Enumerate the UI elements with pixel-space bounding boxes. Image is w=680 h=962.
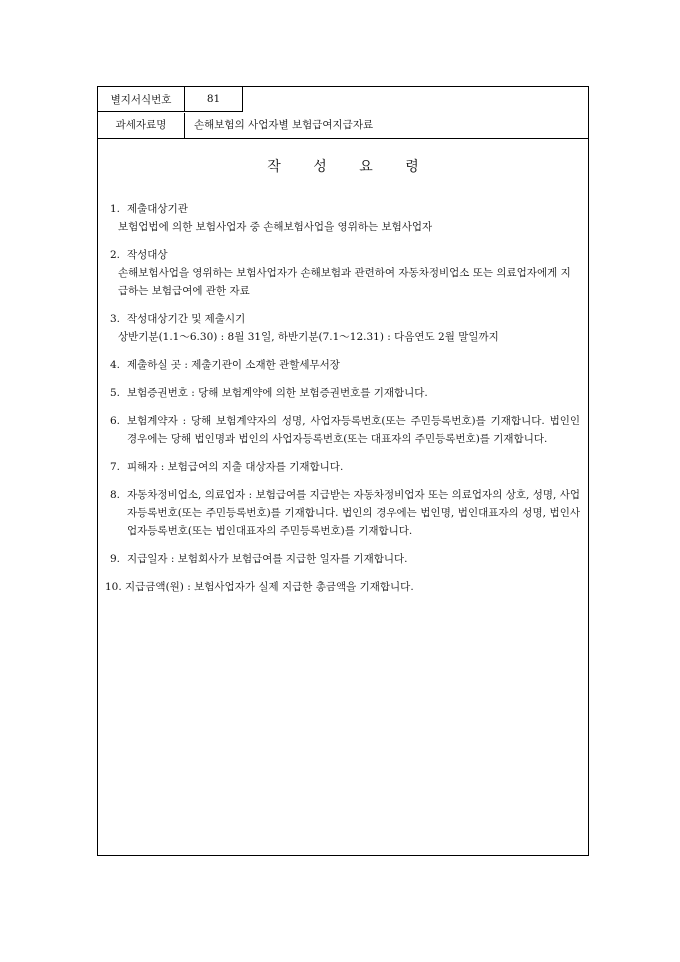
instruction-item-4 bbox=[110, 356, 580, 374]
item-number: 2. bbox=[110, 249, 121, 261]
item-heading: 제출대상기관 bbox=[127, 203, 188, 215]
item-body: 상반기분(1.1～6.30) : 8월 31일, 하반기분(7.1～12.31) : 다음연도 2월 말일까지 bbox=[118, 331, 499, 343]
item-text: 제출하실 곳 : 제출기관이 소재한 관할세무서장 bbox=[127, 359, 340, 371]
item-heading: 작성대상기간 및 제출시기 bbox=[127, 313, 246, 325]
item-number: 4. bbox=[110, 359, 121, 371]
item-number: 7. bbox=[110, 461, 121, 473]
form-number-value: 81 bbox=[185, 87, 243, 112]
instruction-item-6 bbox=[110, 412, 580, 448]
instruction-item-3 bbox=[110, 310, 580, 346]
instructions-body bbox=[98, 139, 588, 606]
instruction-item-1 bbox=[110, 200, 580, 236]
item-heading: 작성대상 bbox=[127, 249, 168, 261]
instruction-item-10 bbox=[105, 578, 580, 596]
instruction-item-2 bbox=[110, 246, 580, 300]
instruction-item-7 bbox=[110, 458, 580, 476]
item-body: 보험업법에 의한 보험사업자 중 손해보험사업을 영위하는 보험사업자 bbox=[118, 221, 433, 233]
category-label: 과세자료명 bbox=[98, 113, 185, 138]
item-text: 보험계약자 : 당해 보험계약자의 성명, 사업자등록번호(또는 주민등록번호)를 기재합니다. 법인인 경우에는 당해 법인명과 법인의 사업자등록번호(또는 대표자의 주민등록번호)를 기재합니다. bbox=[127, 415, 580, 445]
form-header-table bbox=[97, 86, 243, 112]
form-document bbox=[97, 86, 589, 856]
item-body: 손해보험사업을 영위하는 보험사업자가 손해보험과 관련하여 자동차정비업소 또는 의료업자에게 지급하는 보험급여에 관한 자료 bbox=[118, 267, 571, 297]
instruction-list bbox=[98, 200, 588, 596]
form-frame bbox=[97, 86, 589, 856]
item-text: 지급일자 : 보험회사가 보험급여를 지급한 일자를 기재합니다. bbox=[127, 553, 408, 565]
item-number: 3. bbox=[110, 313, 121, 325]
item-number: 8. bbox=[110, 489, 121, 501]
item-number: 1. bbox=[110, 203, 121, 215]
instruction-item-9 bbox=[110, 550, 580, 568]
form-number-label: 별지서식번호 bbox=[98, 87, 185, 112]
instruction-item-8 bbox=[110, 486, 580, 540]
item-number: 6. bbox=[110, 415, 121, 427]
item-text: 피해자 : 보험급여의 지출 대상자를 기재합니다. bbox=[127, 461, 344, 473]
item-number: 9. bbox=[110, 553, 121, 565]
instructions-title: 작 성 요 령 bbox=[267, 159, 433, 175]
instruction-item-5 bbox=[110, 384, 580, 402]
item-text: 자동차정비업소, 의료업자 : 보험급여를 지급받는 자동차정비업자 또는 의료업자의 상호, 성명, 사업자등록번호(또는 주민등록번호)를 기재합니다. 법인의 경우에는 법인명, 법인대표자의 성명, 법인사업자등록번호(또는 법인대표자의 주민등록번호)를 기재합니다. bbox=[127, 489, 580, 537]
item-text: 보험증권번호 : 당해 보험계약에 의한 보험증권번호를 기재합니다. bbox=[127, 387, 428, 399]
item-number: 10. bbox=[105, 581, 122, 593]
item-text: 지급금액(원) : 보험사업자가 실제 지급한 총금액을 기재합니다. bbox=[125, 581, 414, 593]
category-row bbox=[98, 113, 588, 139]
category-value: 손해보험의 사업자별 보험급여지급자료 bbox=[194, 119, 374, 131]
item-number: 5. bbox=[110, 387, 121, 399]
